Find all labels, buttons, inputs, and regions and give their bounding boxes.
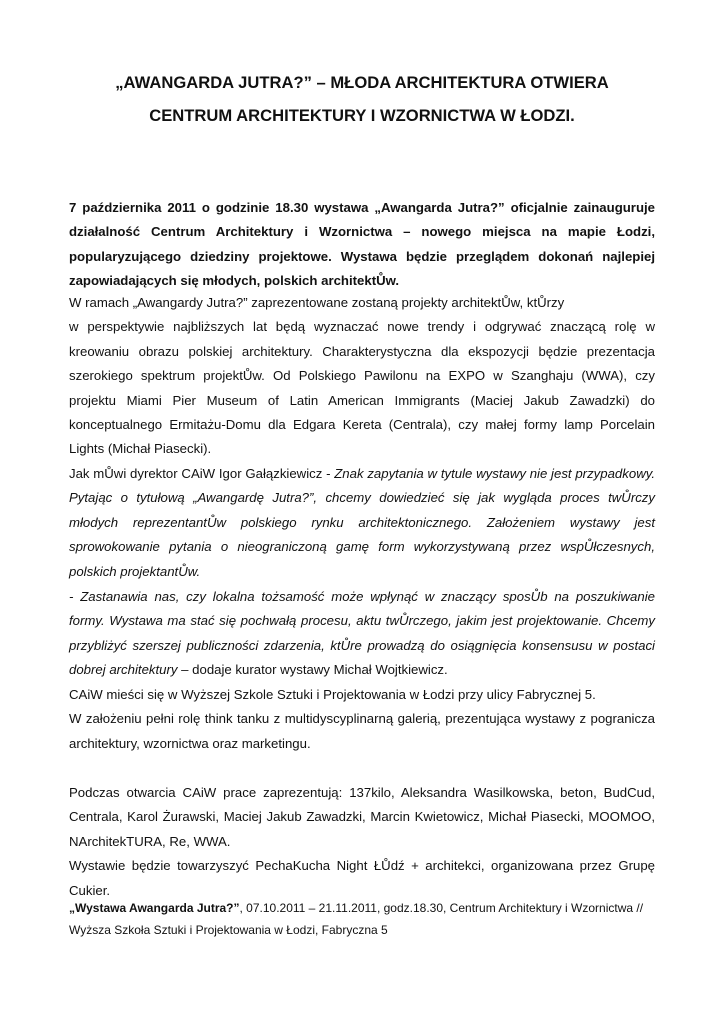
director-quote: Znak zapytania w tytule wystawy nie jest przypadkowy. Pytając o tytułową „Awangardę Jutra?”, chcemy dowiedzieć się jak wygląda proces twŮrczy młodych reprezentantŮw polskiego rynku architektonicznego. Założeniem wystawy jest sprowokowanie pytania o nieograniczoną gamę form wykorzystywaną przez wspŮłczesnych, polskich projektantŮw. (69, 466, 655, 579)
footer-line-2: Wyższa Szkoła Sztuki i Projektowania w Łodzi, Fabryczna 5 (69, 923, 388, 937)
curator-quote: - Zastanawia nas, czy lokalna tożsamość może wpłynąć w znaczący sposŮb na poszukiwanie formy. Wystawa ma stać się pochwałą procesu, aktu twŮrczego, jakim jest projektowanie. Chcemy przybliżyć szerszej publiczności zdarzenia, ktŮre prowadzą do osiągnięcia konsensusu w postaci dobrej architektury (69, 589, 655, 678)
document-title (69, 66, 655, 132)
curator-attribution: – dodaje kurator wystawy Michał Wojtkiewicz. (177, 662, 448, 678)
paragraph-director-quote (69, 462, 655, 584)
paragraph-participants (69, 781, 655, 903)
event-footer (69, 897, 655, 941)
location-rest: W założeniu pełni rolę think tanku z multidyscyplinarną galerią, prezentująca wystawy z pogranicza architektury, wzornictwa oraz marketingu. (69, 711, 655, 751)
footer-event-name: „Wystawa Awangarda Jutra?” (69, 901, 240, 915)
footer-event-details: , 07.10.2011 – 21.11.2011, godz.18.30, Centrum Architektury i Wzornictwa // (239, 901, 644, 915)
participants-text: Podczas otwarcia CAiW prace zaprezentują: 137kilo, Aleksandra Wasilkowska, beton, BudCud, Centrala, Karol Żurawski, Maciej Jakub Zawadzki, Marcin Kwietowicz, Michał Piasecki, MOOMOO, NArchitekTURA, Re, WWA. (69, 785, 655, 849)
pechakucha-text: Wystawie będzie towarzyszyć PechaKucha Night ŁŮdź + architekci, organizowana przez Grupę Cukier. (69, 858, 655, 898)
paragraph-location (69, 683, 655, 756)
location-line-1: CAiW mieści się w Wyższej Szkole Sztuki i Projektowania w Łodzi przy ulicy Fabrycznej 5. (69, 687, 596, 702)
paragraph-curator-quote (69, 585, 655, 683)
footer-line-1 (69, 897, 655, 919)
title-line-2: CENTRUM ARCHITEKTURY I WZORNICTWA W ŁODZI. (149, 106, 575, 125)
paragraph-projects-rest: w perspektywie najbliższych lat będą wyznaczać nowe trendy i odgrywać znaczącą rolę w kreowaniu obrazu polskiej architektury. Charakterystyczna dla ekspozycji będzie prezentacja szerokiego spektrum projektŮw. Od Polskiego Pawilonu na EXPO w Szanghaju (WWA), czy projektu Miami Pier Museum of Latin American Immigrants (Maciej Jakub Zawadzki) do konceptualnego Ermitażu-Domu dla Edgara Kereta (Centrala), czy małej formy lamp Porcelain Lights (Michał Piasecki). (69, 319, 655, 457)
lead-paragraph: 7 października 2011 o godzinie 18.30 wystawa „Awangarda Jutra?” oficjalnie zainauguruje działalność Centrum Architektury i Wzornictwa – nowego miejsca na mapie Łodzi, popularyzującego dziedziny projektowe. Wystawa będzie przeglądem dokonań najlepiej zapowiadających się młodych, polskich architektŮw. (69, 200, 655, 289)
paragraph-projects (69, 291, 655, 462)
paragraph-projects-line-1: W ramach „Awangardy Jutra?” zaprezentowane zostaną projekty architektŮw, ktŮrzy (69, 295, 565, 310)
director-intro: Jak mŮwi dyrektor CAiW Igor Gałązkiewicz - (69, 466, 335, 481)
title-line-1: „AWANGARDA JUTRA?” – MŁODA ARCHITEKTURA OTWIERA (115, 73, 609, 92)
